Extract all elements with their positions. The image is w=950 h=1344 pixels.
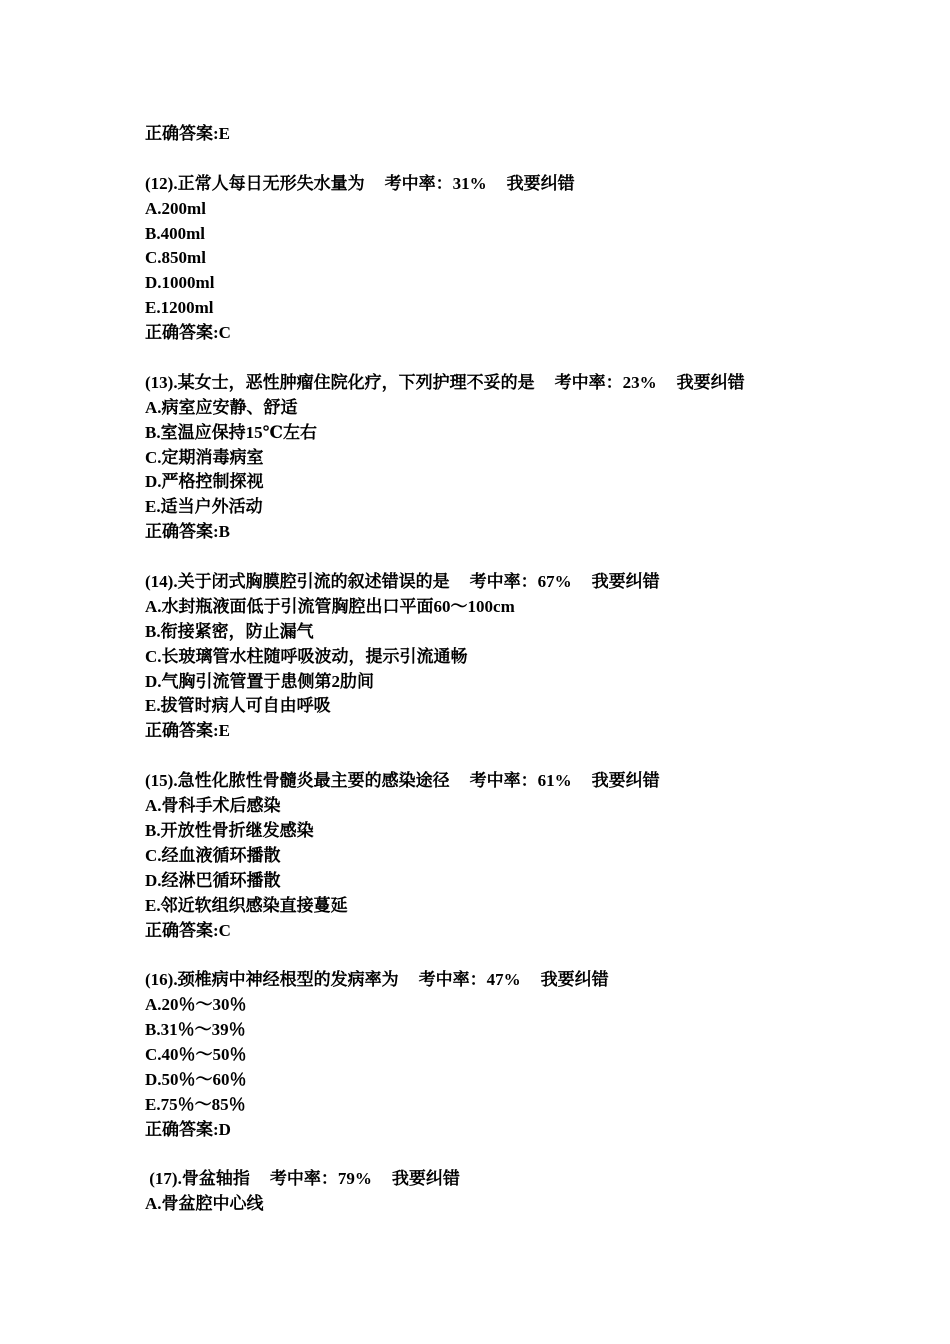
- question-header: [145, 769, 905, 794]
- question-list: [145, 147, 905, 1217]
- spacer: [145, 147, 905, 172]
- question-block: [145, 744, 905, 943]
- report-error-link[interactable]: 我要纠错: [506, 173, 575, 193]
- report-error-link[interactable]: 我要纠错: [391, 1169, 460, 1189]
- question-header: [145, 172, 905, 197]
- question-block: [145, 545, 905, 744]
- answer-option: C.经血液循环播散: [145, 845, 281, 865]
- question-block: [145, 1143, 905, 1218]
- answer-option: B.衔接紧密，防止漏气: [145, 621, 314, 641]
- question-header: [145, 1167, 905, 1192]
- hit-rate: 考中率：61%: [469, 771, 572, 791]
- correct-answer: 正确答案:D: [145, 1119, 231, 1139]
- question-block: [145, 346, 905, 545]
- answer-option: B.31％～39％: [145, 1020, 246, 1040]
- spacer: [145, 744, 905, 769]
- question-stem: (12).正常人每日无形失水量为: [145, 173, 365, 193]
- answer-option: E.邻近软组织感染直接蔓延: [145, 895, 348, 915]
- spacer: [145, 346, 905, 371]
- answer-option: E.1200ml: [145, 298, 214, 318]
- question-header: [145, 968, 905, 993]
- spacer: [145, 943, 905, 968]
- question-stem: (13).某女士，恶性肿瘤住院化疗，下列护理不妥的是: [145, 372, 535, 392]
- answer-option: A.20％～30％: [145, 995, 247, 1015]
- answer-option: B.开放性骨折继发感染: [145, 820, 314, 840]
- answer-option: A.病室应安静、舒适: [145, 397, 298, 417]
- correct-answer: 正确答案:B: [145, 522, 230, 542]
- answer-option: D.气胸引流管置于患侧第2肋间: [145, 671, 375, 691]
- question-stem: (17).骨盆轴指: [145, 1169, 250, 1189]
- spacer: [145, 1143, 905, 1168]
- report-error-link[interactable]: 我要纠错: [540, 970, 609, 990]
- question-stem: (16).颈椎病中神经根型的发病率为: [145, 970, 399, 990]
- hit-rate: 考中率：67%: [469, 572, 572, 592]
- report-error-link[interactable]: 我要纠错: [591, 771, 660, 791]
- previous-answer: 正确答案:E: [145, 124, 230, 143]
- question-header: [145, 570, 905, 595]
- answer-option: C.40％～50％: [145, 1044, 247, 1064]
- answer-option: B.室温应保持15℃左右: [145, 422, 317, 442]
- question-stem: (14).关于闭式胸膜腔引流的叙述错误的是: [145, 572, 450, 592]
- answer-option: E.适当户外活动: [145, 497, 263, 517]
- answer-option: D.严格控制探视: [145, 472, 264, 492]
- answer-option: D.经淋巴循环播散: [145, 870, 281, 890]
- question-stem: (15).急性化脓性骨髓炎最主要的感染途径: [145, 771, 450, 791]
- hit-rate: 考中率：31%: [384, 173, 487, 193]
- hit-rate: 考中率：47%: [418, 970, 521, 990]
- answer-option: C.长玻璃管水柱随呼吸波动，提示引流通畅: [145, 646, 468, 666]
- answer-option: E.拔管时病人可自由呼吸: [145, 696, 331, 716]
- report-error-link[interactable]: 我要纠错: [676, 372, 745, 392]
- correct-answer: 正确答案:E: [145, 721, 230, 741]
- answer-option: A.骨盆腔中心线: [145, 1194, 264, 1214]
- spacer: [145, 545, 905, 570]
- answer-option: A.骨科手术后感染: [145, 796, 281, 816]
- answer-option: B.400ml: [145, 223, 205, 243]
- correct-answer: 正确答案:C: [145, 323, 231, 343]
- answer-option: D.50％～60％: [145, 1069, 247, 1089]
- answer-option: E.75％～85％: [145, 1094, 246, 1114]
- hit-rate: 考中率：23%: [554, 372, 657, 392]
- answer-option: C.定期消毒病室: [145, 447, 264, 467]
- hit-rate: 考中率：79%: [269, 1169, 372, 1189]
- question-header: [145, 371, 905, 396]
- answer-option: C.850ml: [145, 248, 206, 268]
- question-block: [145, 943, 905, 1142]
- question-block: [145, 147, 905, 346]
- report-error-link[interactable]: 我要纠错: [591, 572, 660, 592]
- exam-document: [145, 122, 905, 1217]
- answer-option: A.水封瓶液面低于引流管胸腔出口平面60～100cm: [145, 596, 515, 616]
- answer-option: A.200ml: [145, 198, 206, 218]
- answer-option: D.1000ml: [145, 273, 215, 293]
- correct-answer: 正确答案:C: [145, 920, 231, 940]
